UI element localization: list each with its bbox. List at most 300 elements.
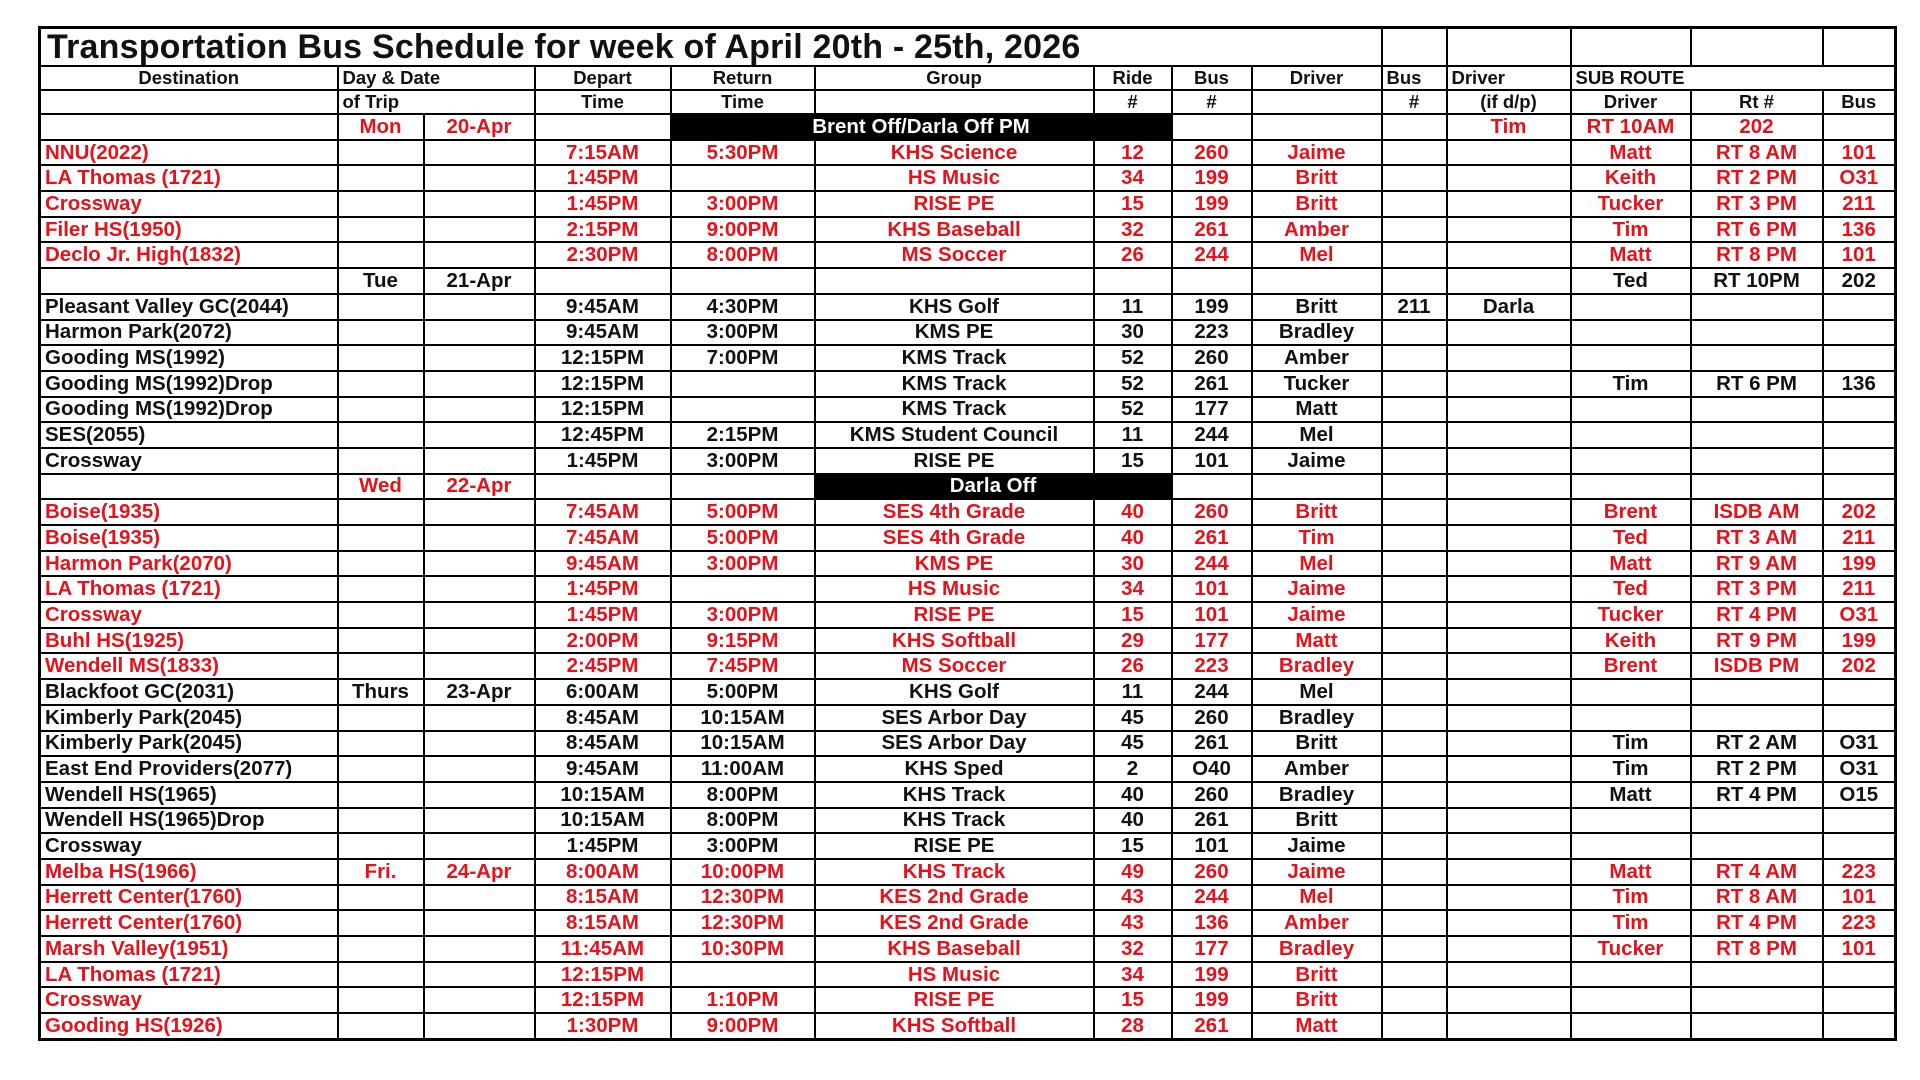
sub-driver-cell: Tucker [1571, 936, 1691, 962]
bus2-cell [1382, 962, 1447, 988]
driver2-cell [1447, 602, 1571, 628]
return-cell: 10:15AM [671, 705, 815, 731]
sub-rt-cell [1691, 987, 1823, 1013]
title-empty-cell [1447, 28, 1571, 67]
driver2-cell [1447, 756, 1571, 782]
depart-cell: 2:45PM [535, 653, 671, 679]
trip-row [40, 602, 1896, 628]
driver2-cell [1447, 242, 1571, 268]
day-cell [338, 217, 424, 243]
return-cell: 10:00PM [671, 859, 815, 885]
bus-cell: 199 [1172, 191, 1252, 217]
header-empty-cell [815, 90, 1094, 114]
destination-cell: LA Thomas (1721) [40, 962, 338, 988]
depart-cell: 8:00AM [535, 859, 671, 885]
day-cell [338, 525, 424, 551]
destination-cell: LA Thomas (1721) [40, 576, 338, 602]
driver-cell: Amber [1252, 756, 1382, 782]
date-cell [424, 705, 535, 731]
driver2-cell [1447, 525, 1571, 551]
title-empty-cell [1571, 28, 1691, 67]
sub-rt-cell: RT 4 PM [1691, 602, 1823, 628]
day-cell [338, 371, 424, 397]
header-destination: Destination [40, 66, 338, 90]
bus2-cell [1382, 474, 1447, 500]
sub-rt-cell [1691, 422, 1823, 448]
sub-driver-cell [1571, 474, 1691, 500]
bus-cell: 177 [1172, 397, 1252, 423]
driver-cell: Matt [1252, 628, 1382, 654]
bus2-cell [1382, 756, 1447, 782]
sub-bus-cell: 202 [1823, 653, 1896, 679]
bus2-cell [1382, 499, 1447, 525]
group-cell: KHS Track [815, 808, 1094, 834]
driver-cell: Bradley [1252, 705, 1382, 731]
sub-driver-cell: Ted [1571, 525, 1691, 551]
sub-rt-cell [1691, 679, 1823, 705]
driver2-cell [1447, 268, 1571, 294]
date-cell [424, 1013, 535, 1039]
bus-cell: 261 [1172, 808, 1252, 834]
depart-cell: 8:45AM [535, 731, 671, 757]
day-cell [338, 551, 424, 577]
destination-cell: Declo Jr. High(1832) [40, 242, 338, 268]
sub-bus-cell: 101 [1823, 885, 1896, 911]
return-cell [671, 371, 815, 397]
trip-row [40, 525, 1896, 551]
trip-row [40, 422, 1896, 448]
depart-cell: 9:45AM [535, 756, 671, 782]
group-cell: HS Music [815, 576, 1094, 602]
destination-cell: Harmon Park(2070) [40, 551, 338, 577]
date-cell [424, 525, 535, 551]
date-cell [424, 782, 535, 808]
bus-cell: 244 [1172, 242, 1252, 268]
bus2-cell [1382, 679, 1447, 705]
bus2-cell [1382, 320, 1447, 346]
day-note: Darla Off [815, 474, 1172, 500]
sub-bus-cell: 101 [1823, 140, 1896, 166]
driver2-cell [1447, 653, 1571, 679]
header-bus-2: Bus [1382, 66, 1447, 90]
sub-bus-cell: 202 [1823, 499, 1896, 525]
trip-row [40, 1013, 1896, 1039]
date-cell: 20-Apr [424, 114, 535, 140]
bus-cell: 199 [1172, 165, 1252, 191]
bus2-cell [1382, 910, 1447, 936]
destination-cell: NNU(2022) [40, 140, 338, 166]
driver-cell: Britt [1252, 962, 1382, 988]
date-cell [424, 165, 535, 191]
ride-cell: 30 [1094, 551, 1172, 577]
date-cell [424, 320, 535, 346]
driver2-cell [1447, 628, 1571, 654]
destination-cell: East End Providers(2077) [40, 756, 338, 782]
bus-cell: 261 [1172, 525, 1252, 551]
return-cell: 10:30PM [671, 936, 815, 962]
sub-bus-cell [1823, 705, 1896, 731]
sub-driver-cell: Tim [1571, 217, 1691, 243]
sub-bus-cell: 101 [1823, 242, 1896, 268]
sub-driver-cell: Matt [1571, 140, 1691, 166]
day-cell: Tue [338, 268, 424, 294]
depart-cell: 8:15AM [535, 885, 671, 911]
day-cell [338, 653, 424, 679]
ride-cell: 34 [1094, 576, 1172, 602]
ride-cell: 26 [1094, 242, 1172, 268]
day-cell [338, 936, 424, 962]
group-cell: KMS PE [815, 320, 1094, 346]
day-header-row [40, 474, 1896, 500]
destination-cell: Crossway [40, 602, 338, 628]
return-cell: 8:00PM [671, 782, 815, 808]
day-cell: Mon [338, 114, 424, 140]
day-header-row [40, 114, 1896, 140]
depart-cell: 8:45AM [535, 705, 671, 731]
sub-driver-cell [1571, 987, 1691, 1013]
driver-cell: Bradley [1252, 936, 1382, 962]
trip-row [40, 653, 1896, 679]
sub-rt-cell [1691, 448, 1823, 474]
destination-cell: Wendell MS(1833) [40, 653, 338, 679]
day-cell [338, 808, 424, 834]
return-cell: 10:15AM [671, 731, 815, 757]
date-cell [424, 397, 535, 423]
depart-cell: 9:45AM [535, 320, 671, 346]
return-cell [671, 165, 815, 191]
sub-rt-cell [1691, 397, 1823, 423]
sub-bus-cell: 199 [1823, 551, 1896, 577]
depart-cell: 7:15AM [535, 140, 671, 166]
day-cell [338, 962, 424, 988]
sub-bus-cell: O15 [1823, 782, 1896, 808]
ride-cell: 29 [1094, 628, 1172, 654]
day-cell [338, 628, 424, 654]
header-empty-cell [1252, 90, 1382, 114]
sub-bus-cell: O31 [1823, 756, 1896, 782]
depart-cell: 1:45PM [535, 602, 671, 628]
driver2-cell [1447, 448, 1571, 474]
trip-row [40, 936, 1896, 962]
group-cell: HS Music [815, 165, 1094, 191]
driver-cell: Tim [1252, 525, 1382, 551]
bus-cell: 101 [1172, 448, 1252, 474]
depart-cell: 12:15PM [535, 987, 671, 1013]
header-depart-time: Time [535, 90, 671, 114]
depart-cell: 1:45PM [535, 833, 671, 859]
date-cell [424, 217, 535, 243]
group-cell: RISE PE [815, 448, 1094, 474]
depart-cell: 8:15AM [535, 910, 671, 936]
depart-cell: 10:15AM [535, 782, 671, 808]
sub-driver-cell: Matt [1571, 859, 1691, 885]
sub-rt-cell [1691, 294, 1823, 320]
bus2-cell [1382, 808, 1447, 834]
ride-cell [1094, 268, 1172, 294]
driver-cell: Bradley [1252, 320, 1382, 346]
sub-driver-cell [1571, 397, 1691, 423]
driver2-cell [1447, 1013, 1571, 1039]
driver-cell: Amber [1252, 910, 1382, 936]
day-cell [338, 782, 424, 808]
date-cell [424, 499, 535, 525]
return-cell: 5:00PM [671, 679, 815, 705]
driver-cell: Tucker [1252, 371, 1382, 397]
header-empty-cell [40, 90, 338, 114]
destination-cell: Harmon Park(2072) [40, 320, 338, 346]
title-empty-cell [1823, 28, 1896, 67]
destination-cell: Marsh Valley(1951) [40, 936, 338, 962]
driver2-cell [1447, 140, 1571, 166]
sub-bus-cell [1823, 345, 1896, 371]
header-bus-2-number: # [1382, 90, 1447, 114]
driver2-cell [1447, 859, 1571, 885]
sub-driver-cell: Matt [1571, 782, 1691, 808]
driver-cell: Mel [1252, 422, 1382, 448]
date-cell [424, 910, 535, 936]
header-return-time: Time [671, 90, 815, 114]
return-cell [671, 397, 815, 423]
sub-rt-cell: RT 2 PM [1691, 165, 1823, 191]
group-cell: KHS Golf [815, 679, 1094, 705]
bus2-cell [1382, 628, 1447, 654]
sub-bus-cell [1823, 808, 1896, 834]
bus2-cell [1382, 217, 1447, 243]
bus-cell: 261 [1172, 217, 1252, 243]
group-cell: MS Soccer [815, 653, 1094, 679]
sub-rt-cell: RT 2 AM [1691, 731, 1823, 757]
sub-driver-cell: Tim [1571, 885, 1691, 911]
group-cell: KMS Track [815, 371, 1094, 397]
header-row-1 [40, 66, 1896, 90]
sub-driver-cell: Tim [1571, 756, 1691, 782]
header-row-2 [40, 90, 1896, 114]
ride-cell: 45 [1094, 731, 1172, 757]
day-cell [338, 191, 424, 217]
depart-cell: 2:15PM [535, 217, 671, 243]
sub-rt-cell: RT 6 PM [1691, 371, 1823, 397]
return-cell: 8:00PM [671, 242, 815, 268]
day-cell [338, 731, 424, 757]
return-cell: 5:00PM [671, 499, 815, 525]
return-cell: 3:00PM [671, 833, 815, 859]
driver-cell: Mel [1252, 679, 1382, 705]
driver2-cell: Darla [1447, 294, 1571, 320]
driver-cell: Britt [1252, 191, 1382, 217]
group-cell: KHS Baseball [815, 217, 1094, 243]
bus-cell: 199 [1172, 962, 1252, 988]
sub-bus-cell: O31 [1823, 165, 1896, 191]
ride-cell: 15 [1094, 833, 1172, 859]
destination-cell: SES(2055) [40, 422, 338, 448]
destination-cell: Buhl HS(1925) [40, 628, 338, 654]
day-cell [338, 140, 424, 166]
driver-cell: Matt [1252, 397, 1382, 423]
destination-cell: Boise(1935) [40, 525, 338, 551]
bus2-cell [1382, 576, 1447, 602]
group-cell: KHS Science [815, 140, 1094, 166]
return-cell: 3:00PM [671, 191, 815, 217]
bus-cell: O40 [1172, 756, 1252, 782]
trip-row [40, 320, 1896, 346]
ride-cell: 11 [1094, 679, 1172, 705]
date-cell [424, 345, 535, 371]
driver-cell: Jaime [1252, 140, 1382, 166]
bus2-cell [1382, 833, 1447, 859]
header-bus-number: # [1172, 90, 1252, 114]
bus2-cell [1382, 653, 1447, 679]
sub-rt-cell: RT 8 AM [1691, 885, 1823, 911]
group-cell: KHS Softball [815, 628, 1094, 654]
destination-cell: Crossway [40, 987, 338, 1013]
sub-driver-cell: Keith [1571, 628, 1691, 654]
sub-bus-cell [1823, 1013, 1896, 1039]
sub-driver-cell: Tim [1447, 114, 1571, 140]
bus-cell: 101 [1172, 602, 1252, 628]
sub-rt-cell: RT 10PM [1691, 268, 1823, 294]
destination-cell: Boise(1935) [40, 499, 338, 525]
sub-rt-cell [1691, 320, 1823, 346]
day-cell [338, 705, 424, 731]
depart-cell: 2:00PM [535, 628, 671, 654]
driver2-cell [1447, 217, 1571, 243]
trip-row [40, 705, 1896, 731]
sub-driver-cell: Matt [1571, 242, 1691, 268]
driver-cell: Jaime [1252, 576, 1382, 602]
bus2-cell [1382, 936, 1447, 962]
depart-cell [535, 268, 671, 294]
trip-row [40, 576, 1896, 602]
group-cell: KHS Track [815, 859, 1094, 885]
return-cell [671, 962, 815, 988]
sub-bus-cell [1823, 294, 1896, 320]
bus2-cell [1382, 242, 1447, 268]
sub-driver-cell: Brent [1571, 653, 1691, 679]
driver2-cell [1447, 576, 1571, 602]
header-ride-number: # [1094, 90, 1172, 114]
bus-cell: 223 [1172, 320, 1252, 346]
trip-row [40, 756, 1896, 782]
header-driver: Driver [1252, 66, 1382, 90]
sub-bus-cell [1823, 448, 1896, 474]
driver2-cell [1447, 345, 1571, 371]
bus-cell: 223 [1172, 653, 1252, 679]
driver2-cell [1447, 833, 1571, 859]
sub-rt-cell: RT 8 PM [1691, 936, 1823, 962]
header-depart: Depart [535, 66, 671, 90]
driver-cell [1172, 114, 1252, 140]
bus2-cell [1252, 114, 1382, 140]
driver2-cell [1447, 885, 1571, 911]
sub-bus-cell [1823, 320, 1896, 346]
driver-cell: Britt [1252, 731, 1382, 757]
bus2-cell: 211 [1382, 294, 1447, 320]
ride-cell: 32 [1094, 936, 1172, 962]
bus2-cell [1382, 551, 1447, 577]
bus-cell: 260 [1172, 140, 1252, 166]
sub-bus-cell: 101 [1823, 936, 1896, 962]
destination-cell: Melba HS(1966) [40, 859, 338, 885]
depart-cell: 1:30PM [535, 1013, 671, 1039]
bus-cell: 260 [1172, 859, 1252, 885]
sub-driver-cell [1571, 448, 1691, 474]
return-cell: 9:00PM [671, 217, 815, 243]
destination-cell: Pleasant Valley GC(2044) [40, 294, 338, 320]
sub-driver-cell [1571, 422, 1691, 448]
day-cell [338, 294, 424, 320]
return-cell: 5:00PM [671, 525, 815, 551]
schedule-body [40, 28, 1896, 1040]
bus-cell [1172, 268, 1252, 294]
day-cell [338, 602, 424, 628]
trip-row [40, 499, 1896, 525]
return-cell: 5:30PM [671, 140, 815, 166]
title-row [40, 28, 1896, 67]
destination-cell: Filer HS(1950) [40, 217, 338, 243]
depart-cell: 1:45PM [535, 165, 671, 191]
sub-driver-cell [1571, 808, 1691, 834]
destination-cell: Kimberly Park(2045) [40, 705, 338, 731]
destination-cell: Crossway [40, 833, 338, 859]
day-cell [338, 756, 424, 782]
driver2-cell [1447, 422, 1571, 448]
bus-cell: 199 [1172, 987, 1252, 1013]
driver-cell: Mel [1252, 242, 1382, 268]
ride-cell: 30 [1094, 320, 1172, 346]
date-cell: 23-Apr [424, 679, 535, 705]
driver2-cell [1447, 987, 1571, 1013]
sub-bus-cell [1823, 397, 1896, 423]
return-cell: 3:00PM [671, 551, 815, 577]
destination-cell: Wendell HS(1965) [40, 782, 338, 808]
depart-cell: 11:45AM [535, 936, 671, 962]
bus-schedule-table [38, 26, 1897, 1041]
date-cell [424, 936, 535, 962]
driver-cell: Amber [1252, 217, 1382, 243]
driver2-cell [1447, 371, 1571, 397]
sub-bus-cell: O31 [1823, 731, 1896, 757]
sub-driver-cell: Matt [1571, 551, 1691, 577]
sub-rt-cell: RT 9 PM [1691, 628, 1823, 654]
group-cell: SES 4th Grade [815, 525, 1094, 551]
sub-rt-cell: RT 4 PM [1691, 782, 1823, 808]
group-cell: SES Arbor Day [815, 705, 1094, 731]
sub-rt-cell [1691, 1013, 1823, 1039]
return-cell: 3:00PM [671, 448, 815, 474]
day-cell [338, 987, 424, 1013]
day-note: Brent Off/Darla Off PM [671, 114, 1172, 140]
depart-cell [535, 114, 671, 140]
day-cell [338, 397, 424, 423]
return-cell: 3:00PM [671, 602, 815, 628]
sub-rt-cell: RT 6 PM [1691, 217, 1823, 243]
driver-cell: Mel [1252, 551, 1382, 577]
depart-cell: 1:45PM [535, 448, 671, 474]
bus-cell: 101 [1172, 576, 1252, 602]
trip-row [40, 551, 1896, 577]
bus2-cell [1382, 731, 1447, 757]
destination-cell: LA Thomas (1721) [40, 165, 338, 191]
group-cell: KMS Track [815, 345, 1094, 371]
date-cell: 24-Apr [424, 859, 535, 885]
date-cell [424, 653, 535, 679]
group-cell: KHS Track [815, 782, 1094, 808]
sub-rt-cell [1691, 474, 1823, 500]
header-driver-2: Driver [1447, 66, 1571, 90]
date-cell: 22-Apr [424, 474, 535, 500]
return-cell: 12:30PM [671, 910, 815, 936]
sub-driver-cell: Tim [1571, 371, 1691, 397]
